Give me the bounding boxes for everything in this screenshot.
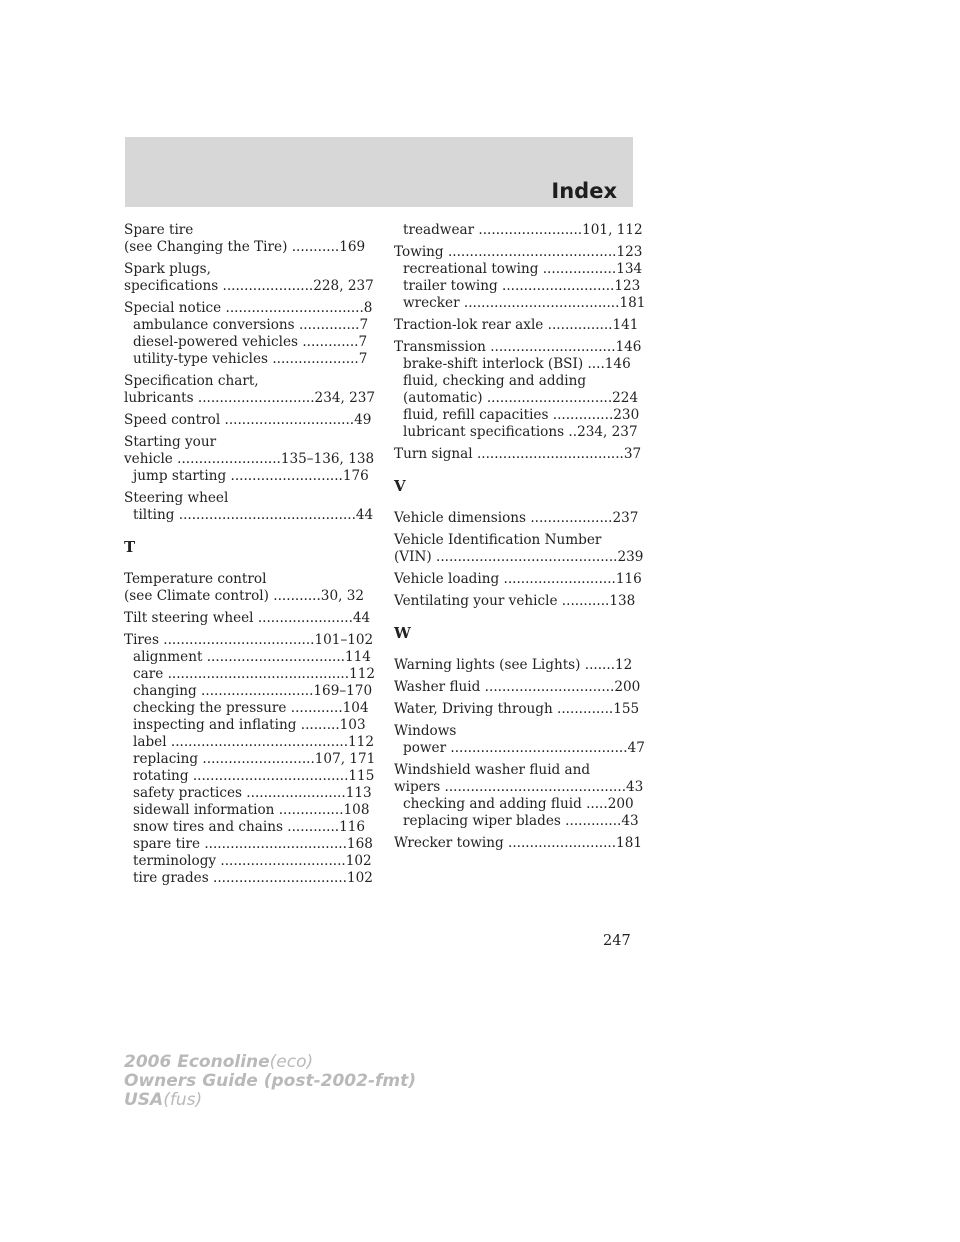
index-entry bbox=[394, 510, 638, 527]
index-subentry: alignment ................................114 bbox=[133, 649, 371, 665]
footer-model-code: (eco) bbox=[269, 1052, 314, 1072]
index-entry-term: Temperature control bbox=[124, 571, 267, 587]
index-entry-term: (VIN) ..........................................239 bbox=[394, 549, 644, 565]
section-letter: T bbox=[124, 538, 136, 556]
footer-line-1 bbox=[124, 1053, 416, 1072]
index-entry-term: Steering wheel bbox=[124, 490, 229, 506]
index-subentry: inspecting and inflating .........103 bbox=[133, 717, 366, 733]
footer-line-2 bbox=[124, 1072, 416, 1091]
index-subentry: label .........................................112 bbox=[133, 734, 374, 750]
index-subentry: diesel-powered vehicles .............7 bbox=[133, 334, 368, 350]
index-entry-term: Transmission .............................146 bbox=[394, 339, 642, 355]
index-entry bbox=[124, 490, 374, 524]
index-subentry: tire grades ...............................102 bbox=[133, 870, 373, 886]
index-entry-term: Windows bbox=[394, 723, 457, 739]
index-entry-term: Towing .......................................123 bbox=[394, 244, 643, 260]
index-subentry: fluid, refill capacities ..............230 bbox=[403, 407, 640, 423]
index-subentry: wrecker ....................................181 bbox=[403, 295, 646, 311]
index-entry-term: Turn signal ..................................37 bbox=[394, 446, 642, 462]
index-subentry: treadwear ........................101, 112 bbox=[403, 222, 643, 238]
index-subentry: checking and adding fluid .....200 bbox=[403, 796, 634, 812]
index-entry-term: Specification chart, bbox=[124, 373, 259, 389]
index-column-right bbox=[394, 222, 646, 857]
footer-market: USA bbox=[124, 1090, 164, 1110]
index-subentry: safety practices .......................113 bbox=[133, 785, 372, 801]
index-subentry: recreational towing .................134 bbox=[403, 261, 643, 277]
footer bbox=[124, 1053, 416, 1110]
index-entry-term: Spark plugs, bbox=[124, 261, 211, 277]
index-entry bbox=[394, 679, 641, 696]
index-entry bbox=[394, 657, 638, 674]
index-entry bbox=[394, 532, 644, 566]
index-entry bbox=[124, 632, 376, 887]
index-subentry: care ..........................................112 bbox=[133, 666, 376, 682]
index-entry bbox=[394, 244, 646, 312]
index-subentry: trailer towing ..........................123 bbox=[403, 278, 641, 294]
section-letter: V bbox=[394, 477, 406, 495]
index-subentry: power .........................................47 bbox=[403, 740, 645, 756]
footer-guide: Owners Guide (post-2002-fmt) bbox=[124, 1071, 417, 1091]
index-entry-term: Warning lights (see Lights) .......12 bbox=[394, 657, 633, 673]
index-subentry: replacing ..........................107, 171 bbox=[133, 751, 376, 767]
index-entry-term: Windshield washer fluid and bbox=[394, 762, 591, 778]
index-entry bbox=[124, 412, 372, 429]
index-entry bbox=[394, 593, 638, 610]
header-band bbox=[125, 137, 633, 207]
index-entry bbox=[394, 317, 638, 334]
index-entry-term: Washer fluid ..............................200 bbox=[394, 679, 641, 695]
index-subentry: utility-type vehicles ....................7 bbox=[133, 351, 368, 367]
index-entry bbox=[394, 222, 643, 239]
index-entry-term: lubricants ...........................234, 237 bbox=[124, 390, 376, 406]
index-entry bbox=[124, 222, 368, 256]
page-title: Index bbox=[551, 179, 617, 203]
index-entry bbox=[124, 261, 374, 295]
footer-model: 2006 Econoline bbox=[124, 1052, 270, 1072]
index-subentry: brake-shift interlock (BSI) ....146 bbox=[403, 356, 631, 372]
index-subentry: replacing wiper blades .............43 bbox=[403, 813, 639, 829]
page-number: 247 bbox=[603, 933, 631, 949]
index-entry-term: Starting your bbox=[124, 434, 217, 450]
index-subentry: jump starting ..........................176 bbox=[133, 468, 369, 484]
index-entry-term: Special notice ................................8 bbox=[124, 300, 373, 316]
index-column-left bbox=[124, 222, 376, 892]
index-entry bbox=[394, 723, 645, 757]
index-entry-term: vehicle ........................135–136, 138 bbox=[124, 451, 375, 467]
index-subentry: lubricant specifications ..234, 237 bbox=[403, 424, 638, 440]
index-entry bbox=[124, 434, 375, 485]
index-entry-term: Wrecker towing .........................181 bbox=[394, 835, 642, 851]
index-subentry: snow tires and chains ............116 bbox=[133, 819, 366, 835]
index-subentry: changing ..........................169–170 bbox=[133, 683, 373, 699]
index-entry bbox=[124, 300, 373, 368]
index-subentry: (automatic) .............................224 bbox=[403, 390, 639, 406]
index-subentry: fluid, checking and adding bbox=[403, 373, 587, 389]
index-entry-term: (see Climate control) ...........30, 32 bbox=[124, 588, 365, 604]
index-entry bbox=[394, 835, 642, 852]
index-entry-term: Spare tire bbox=[124, 222, 194, 238]
index-entry bbox=[394, 446, 642, 463]
index-entry-term: Vehicle dimensions ...................237 bbox=[394, 510, 639, 526]
index-entry-term: Traction-lok rear axle ...............141 bbox=[394, 317, 639, 333]
index-entry-term: Vehicle Identification Number bbox=[394, 532, 602, 548]
index-subentry: terminology .............................102 bbox=[133, 853, 372, 869]
index-entry bbox=[394, 762, 644, 830]
footer-line-3 bbox=[124, 1091, 416, 1110]
index-subentry: sidewall information ...............108 bbox=[133, 802, 370, 818]
index-entry-term: Vehicle loading ..........................116 bbox=[394, 571, 642, 587]
index-entry bbox=[394, 701, 638, 718]
index-entry-term: Tires ...................................101–102 bbox=[124, 632, 374, 648]
index-subentry: ambulance conversions ..............7 bbox=[133, 317, 369, 333]
index-subentry: rotating ....................................115 bbox=[133, 768, 375, 784]
index-entry-term: Tilt steering wheel ......................44 bbox=[124, 610, 371, 626]
index-entry-term: Water, Driving through .............155 bbox=[394, 701, 640, 717]
index-entry bbox=[124, 373, 376, 407]
footer-market-code: (fus) bbox=[163, 1090, 203, 1110]
index-entry bbox=[124, 571, 368, 605]
index-entry bbox=[124, 610, 371, 627]
index-entry-term: (see Changing the Tire) ...........169 bbox=[124, 239, 366, 255]
index-entry-term: Speed control ..............................49 bbox=[124, 412, 372, 428]
index-subentry: checking the pressure ............104 bbox=[133, 700, 369, 716]
index-entry-term: Ventilating your vehicle ...........138 bbox=[394, 593, 636, 609]
index-entry bbox=[394, 571, 642, 588]
index-entry-term: specifications .....................228, 237 bbox=[124, 278, 374, 294]
index-entry bbox=[394, 339, 642, 441]
index-subentry: tilting .........................................44 bbox=[133, 507, 374, 523]
index-subentry: spare tire .................................168 bbox=[133, 836, 373, 852]
section-letter: W bbox=[394, 624, 411, 642]
index-entry-term: wipers ..........................................43 bbox=[394, 779, 644, 795]
